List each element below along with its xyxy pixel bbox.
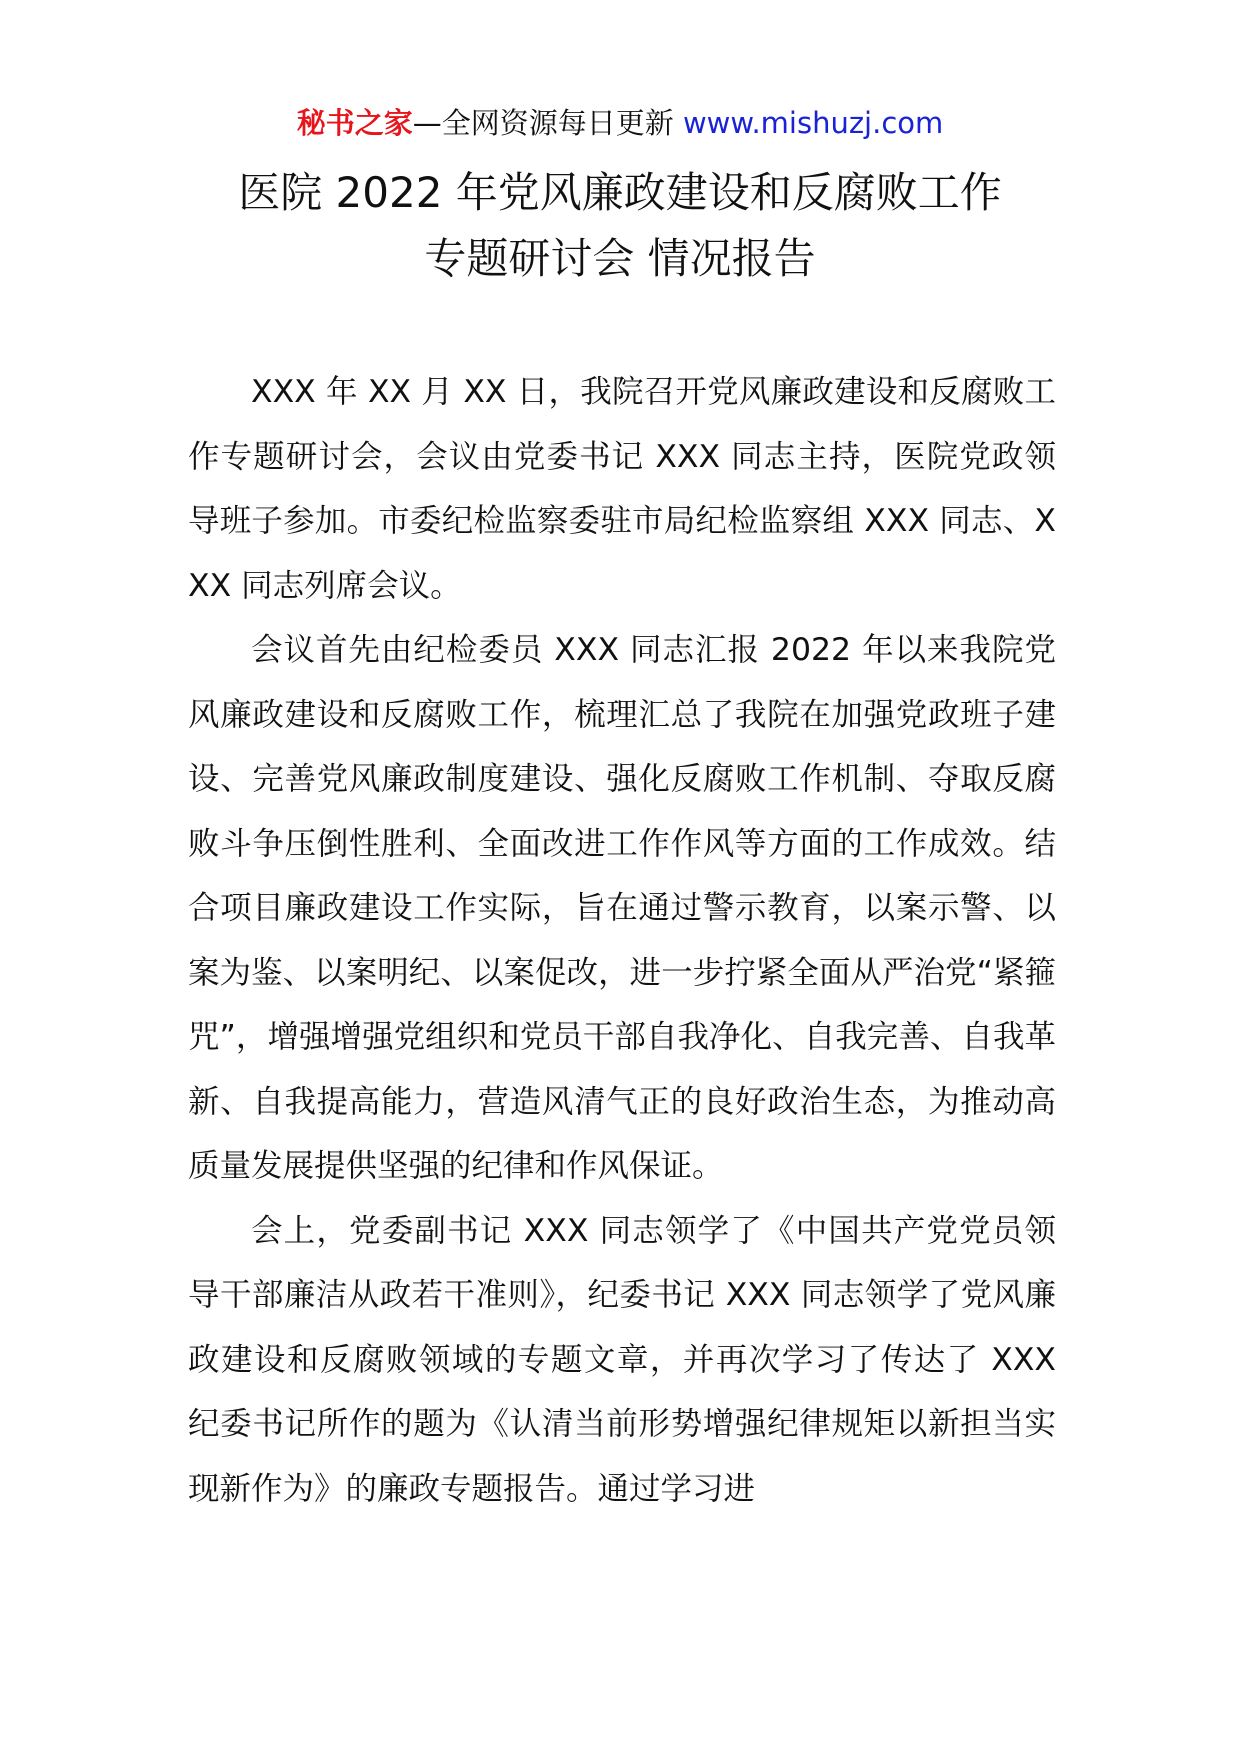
header-tagline: —全网资源每日更新 [412,106,674,140]
paragraph-2: 会议首先由纪检委员 XXX 同志汇报 2022 年以来我院党风廉政建设和反腐败工作，梳理汇总了我院在加强党政班子建设、完善党风廉政制度建设、强化反腐败工作机制、夺取反腐败斗争压倒性胜利、全面改进工作作风等方面的工作成效。结合项目廉政建设工作实际，旨在通过警示教育，以案示警、以案为鉴、以案明纪、以案促改，进一步拧紧全面从严治党“紧箍咒”，增强增强党组织和党员干部自我净化、自我完善、自我革新、自我提高能力，营造风清气正的良好政治生态，为推动高质量发展提供坚强的纪律和作风保证。 [188,632,1056,1184]
site-url-link[interactable]: www.mishuzj.com [682,106,944,140]
title-line-1: 医院 2022 年党风廉政建设和反腐败工作 [238,168,1002,217]
title-line-2: 专题研讨会 情况报告 [424,234,816,283]
paragraph-1: XXX 年 XX 月 XX 日，我院召开党风廉政建设和反腐败工作专题研讨会，会议由党委书记 XXX 同志主持，医院党政领导班子参加。市委纪检监察委驻市局纪检监察组 XXX 同志、XXX 同志列席会议。 [188,374,1056,604]
document-title [0,160,1240,292]
paragraph-3: 会上，党委副书记 XXX 同志领学了《中国共产党党员领导干部廉洁从政若干准则》，纪委书记 XXX 同志领学了党风廉政建设和反腐败领域的专题文章，并再次学习了传达了 XXX 纪委书记所作的题为《认清当前形势增强纪律规矩以新担当实现新作为》的廉政专题报告。通过学习进 [188,1212,1056,1507]
document-body [188,360,1056,1521]
brand-name: 秘书之家 [296,106,413,140]
site-header [0,103,1240,143]
